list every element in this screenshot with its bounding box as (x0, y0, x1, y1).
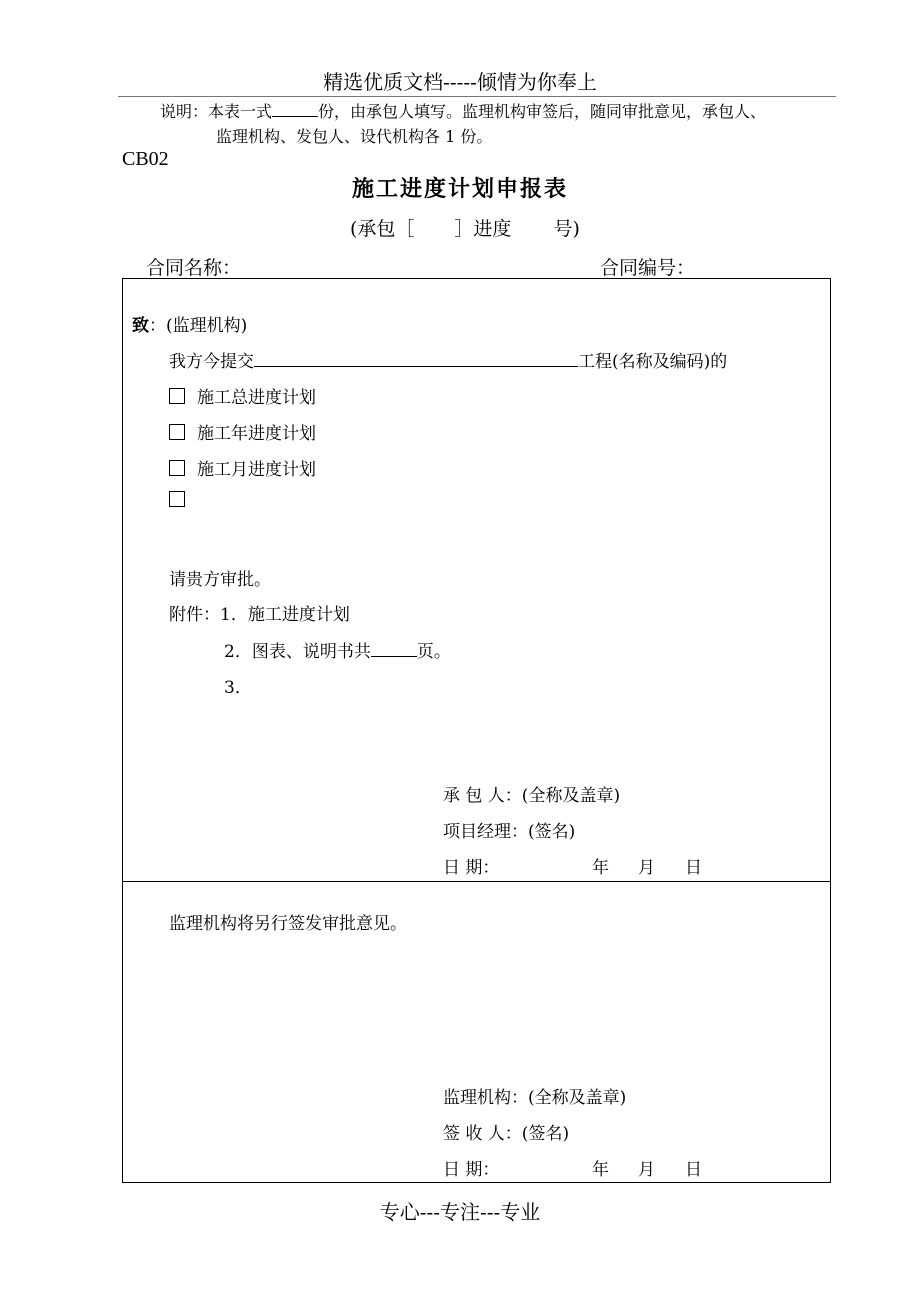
manager-signature: 项目经理：(签名) (443, 822, 576, 842)
checkbox-item-month[interactable] (169, 455, 316, 480)
checkbox[interactable] (169, 491, 185, 507)
date-label: 日 期： (443, 858, 500, 878)
month-label: 月 (638, 1160, 655, 1180)
checkbox-label: 施工年进度计划 (197, 424, 316, 444)
attachment-2 (224, 637, 451, 662)
submit-text-b: 工程(名称及编码)的 (578, 352, 728, 372)
to-label: 致 (132, 316, 149, 336)
header-rule (118, 96, 836, 97)
attachment-3: 3． (224, 678, 252, 698)
subtitle-b: ］进度 (454, 218, 512, 240)
attachment-2-text: 2．图表、说明书共 (224, 642, 371, 662)
request-text: 请贵方审批。 (169, 570, 271, 590)
supervisor-opinion-text: 监理机构将另行签发审批意见。 (169, 914, 407, 934)
addressee-line (132, 311, 247, 336)
page-banner: 精选优质文档-----倾情为你奉上 (323, 70, 597, 94)
submit-text-a: 我方今提交 (169, 352, 254, 372)
attachment-1-text: 1．施工进度计划 (220, 605, 350, 625)
subtitle-a: (承包［ (350, 218, 415, 240)
contract-number-label: 合同编号： (600, 257, 696, 279)
checkbox[interactable] (169, 424, 185, 440)
checkbox[interactable] (169, 388, 185, 404)
project-name-blank[interactable] (254, 366, 578, 367)
supervisor-org-signature: 监理机构：(全称及盖章) (443, 1088, 627, 1108)
form-subtitle (350, 214, 580, 241)
subtitle-c: 号) (553, 218, 580, 240)
checkbox-item-total[interactable] (169, 383, 316, 408)
attachment-1 (169, 600, 350, 625)
form-box (122, 278, 831, 1183)
pages-blank[interactable] (371, 656, 417, 657)
contractor-signature: 承 包 人：(全称及盖章) (443, 786, 621, 806)
date-label: 日 期： (443, 1160, 500, 1180)
attachment-label: 附件： (169, 605, 220, 625)
receiver-signature: 签 收 人：(签名) (443, 1124, 570, 1144)
day-label: 日 (685, 1160, 702, 1180)
note-text-a: 说明：本表一式 (160, 102, 273, 121)
year-label: 年 (592, 858, 609, 878)
section-divider (122, 881, 831, 882)
page-footer: 专心---专注---专业 (379, 1200, 541, 1224)
instruction-note-line1 (160, 100, 766, 124)
form-title: 施工进度计划申报表 (351, 176, 568, 202)
checkbox-label: 施工总进度计划 (197, 388, 316, 408)
checkbox[interactable] (169, 460, 185, 476)
note-text-b: 份，由承包人填写。监理机构审签后，随同审批意见，承包人、 (318, 102, 767, 121)
year-label: 年 (592, 1160, 609, 1180)
form-code: CB02 (122, 148, 169, 170)
checkbox-label: 施工月进度计划 (197, 460, 316, 480)
addressee: ：(监理机构) (149, 316, 248, 336)
day-label: 日 (685, 858, 702, 878)
checkbox-item-other[interactable] (169, 491, 197, 511)
checkbox-item-year[interactable] (169, 419, 316, 444)
submit-line (169, 347, 727, 372)
contract-name-label: 合同名称： (146, 257, 242, 279)
month-label: 月 (638, 858, 655, 878)
instruction-note-line2: 监理机构、发包人、设代机构各 1 份。 (216, 127, 493, 146)
attachment-2-suffix: 页。 (416, 642, 451, 662)
copies-blank[interactable] (272, 116, 318, 117)
